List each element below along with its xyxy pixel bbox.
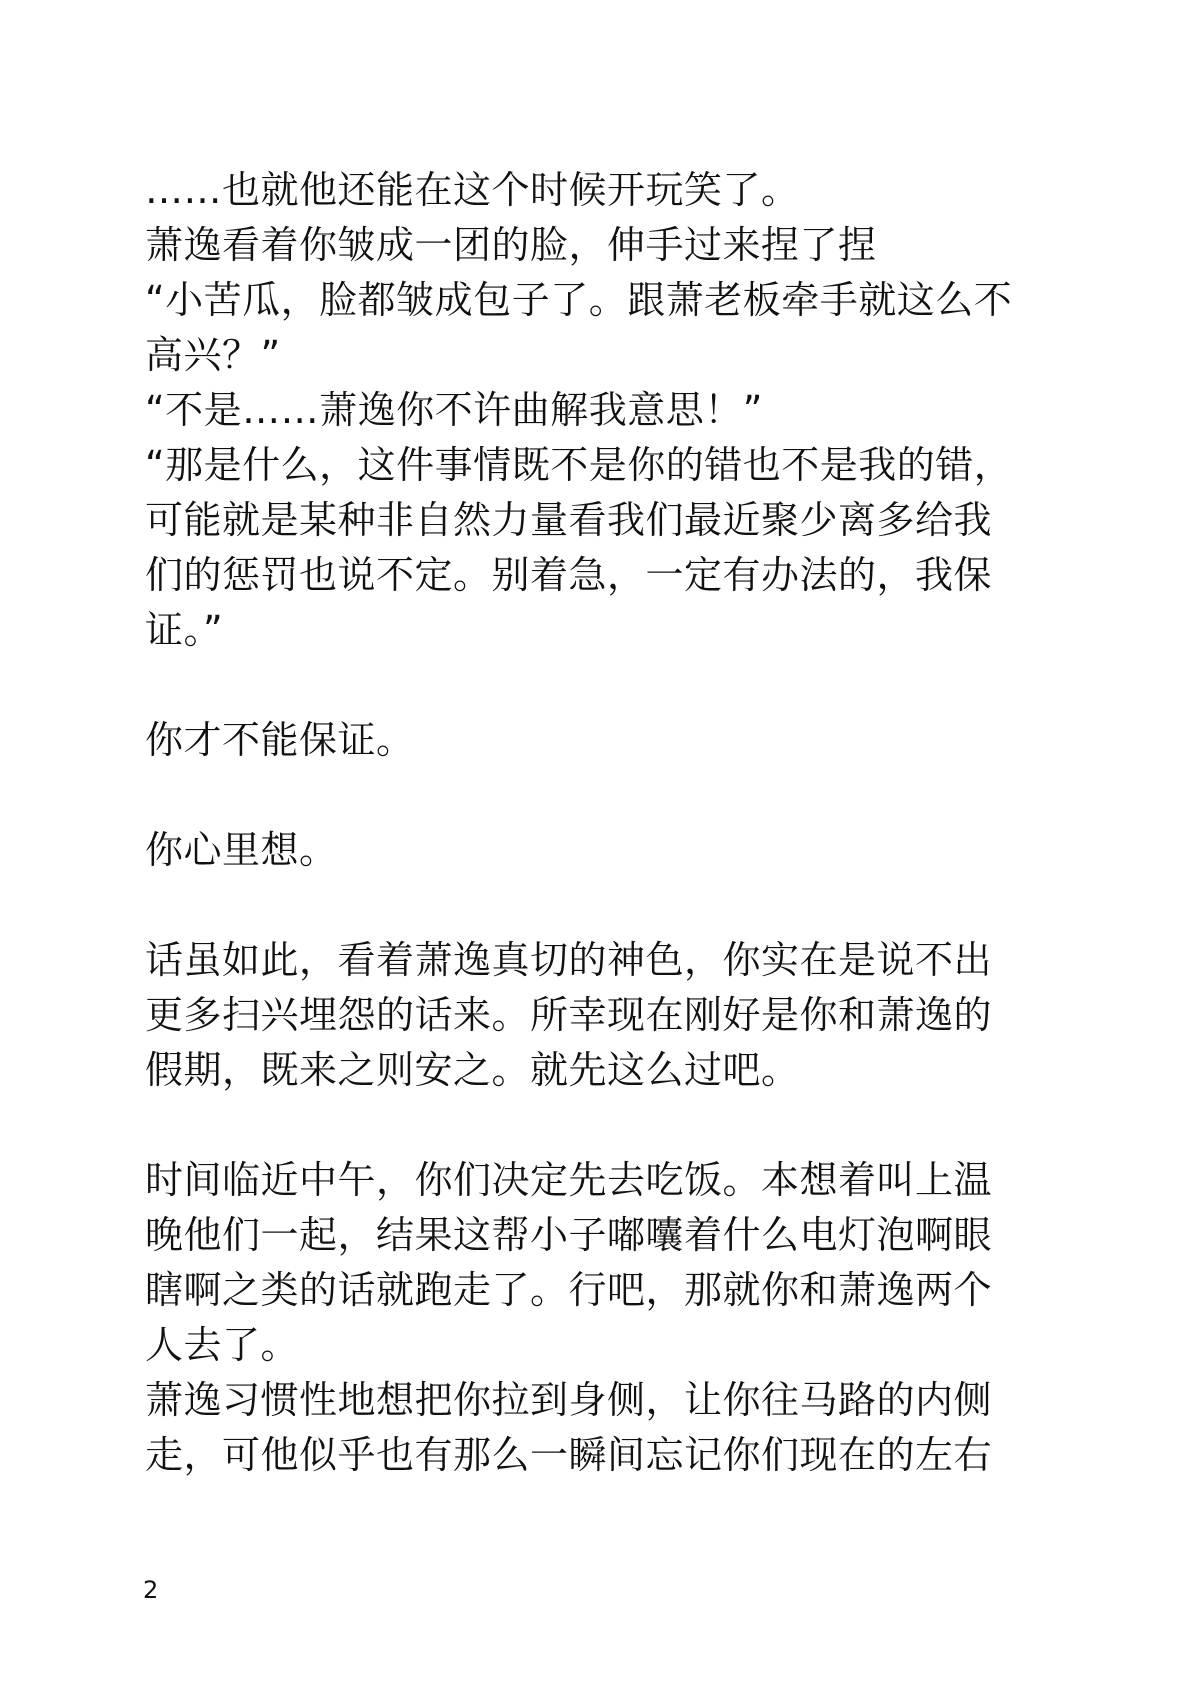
text-line: “那是什么，这件事情既不是你的错也不是我的错， (145, 443, 1013, 487)
text-line: “不是……萧逸你不许曲解我意思！” (145, 388, 763, 432)
document-body (145, 163, 1045, 1483)
text-line: 假期，既来之则安之。就先这么过吧。 (145, 1048, 800, 1092)
text-line: 们的惩罚也说不定。别着急，一定有办法的，我保 (145, 553, 993, 597)
text-line: 可能就是某种非自然力量看我们最近聚少离多给我 (145, 498, 993, 542)
text-line: “小苦瓜，脸都皱成包子了。跟萧老板牵手就这么不 (145, 278, 1013, 322)
text-line: 晚他们一起，结果这帮小子嘟囔着什么电灯泡啊眼 (145, 1213, 993, 1257)
blank-line (145, 1098, 1045, 1153)
text-line: 走，可他似乎也有那么一瞬间忘记你们现在的左右 (145, 1433, 993, 1477)
text-line: 话虽如此，看着萧逸真切的神色，你实在是说不出 (145, 938, 993, 982)
text-line: 萧逸习惯性地想把你拉到身侧，让你往马路的内侧 (145, 1378, 993, 1422)
text-line: 证。” (145, 608, 224, 652)
text-line: ……也就他还能在这个时候开玩笑了。 (145, 168, 800, 212)
text-line: 高兴？” (145, 333, 281, 377)
page-number: 2 (143, 1576, 159, 1604)
text-line: 你才不能保证。 (145, 718, 415, 762)
text-line: 更多扫兴埋怨的话来。所幸现在刚好是你和萧逸的 (145, 993, 993, 1037)
text-line: 萧逸看着你皱成一团的脸，伸手过来捏了捏 (145, 223, 877, 267)
text-line: 人去了。 (145, 1323, 300, 1367)
text-line: 瞎啊之类的话就跑走了。行吧，那就你和萧逸两个 (145, 1268, 993, 1312)
text-line: 你心里想。 (145, 828, 338, 872)
blank-line (145, 878, 1045, 933)
text-line: 时间临近中午，你们决定先去吃饭。本想着叫上温 (145, 1158, 993, 1202)
blank-line (145, 768, 1045, 823)
blank-line (145, 658, 1045, 713)
